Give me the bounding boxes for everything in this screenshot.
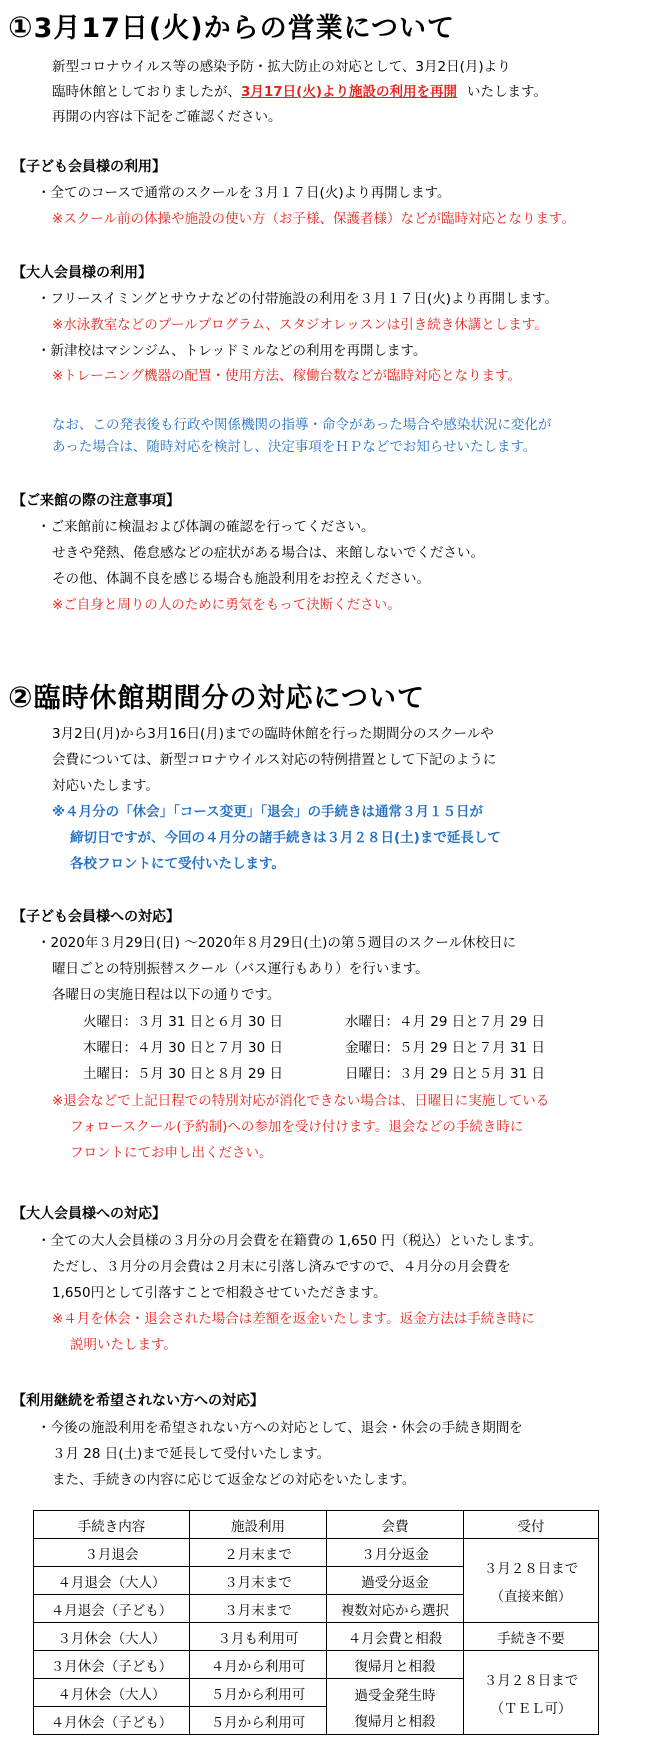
schedule-left-2: 木曜日：４月 30 日と７月 30 日	[83, 1040, 284, 1056]
s1-visit-note: ※ご自身と周りの人のために勇気をもって決断ください。	[52, 597, 401, 613]
s1-adult-blue-1: なお、この発表後も行政や関係機関の指導・命令があった場合や感染状況に変化が	[52, 417, 552, 433]
s2-adult-line-3: 1,650円として引落すことで相殺させていただきます。	[52, 1285, 387, 1301]
reception-cell: 手続き不要	[464, 1623, 599, 1651]
s2-intro-1: 3月2日(月)から3月16日(月)までの臨時休館を行った期間分のスクールや	[52, 726, 494, 742]
s1-intro-1: 新型コロナウイルス等の感染予防・拡大防止の対応として、3月2日(月)より	[52, 59, 511, 75]
table-cell: 復帰月と相殺	[327, 1651, 464, 1679]
s1-child-line-1: ・全てのコースで通常のスクールを３月１７日(火)より再開します。	[37, 185, 451, 201]
s2-intro-2: 会費については、新型コロナウイルス対応の特例措置として下記のように	[52, 752, 497, 768]
reception-cell	[464, 1651, 599, 1735]
table-header-row	[34, 1511, 599, 1539]
table-cell: ４月から利用可	[190, 1651, 327, 1679]
s1-intro-2	[52, 80, 547, 100]
reception-line: ３月２８日まで	[483, 1560, 579, 1577]
table-cell: ４月休会（大人）	[34, 1679, 190, 1707]
reception-line: ３月２８日まで	[483, 1672, 579, 1689]
table-cell: ３月退会	[34, 1539, 190, 1567]
s2-cont-line-1: ・今後の施設利用を希望されない方への対応として、退会・休会の手続き期間を	[37, 1420, 523, 1436]
schedule-right-2: 金曜日：５月 29 日と７月 31 日	[345, 1040, 546, 1056]
fee-line: 復帰月と相殺	[354, 1713, 436, 1730]
s2-intro-3: 対応いたします。	[52, 778, 159, 794]
s2-adult-line-2: ただし、３月分の月会費は２月末に引落し済みですので、４月分の月会費を	[52, 1259, 511, 1275]
table-cell: ３月休会（子ども）	[34, 1651, 190, 1679]
s2-child-line-2: 曜日ごとの特別振替スクール（バス運行もあり）を行います。	[52, 961, 429, 977]
schedule-right-1: 水曜日：４月 29 日と７月 29 日	[345, 1014, 546, 1030]
table-header-cell: 施設利用	[190, 1511, 327, 1539]
section2-title	[8, 676, 425, 715]
s1-visit-line-3: その他、体調不良を感じる場合も施設利用をお控えください。	[52, 571, 430, 587]
s2-child-line-1: ・2020年３月29日(日) ～2020年８月29日(土)の第５週目のスクール休校日に	[37, 935, 517, 951]
table-header-cell: 受付	[464, 1511, 599, 1539]
s1-visit-line-1: ・ご来館前に検温および体調の確認を行ってください。	[37, 519, 375, 535]
table-cell: ５月から利用可	[190, 1679, 327, 1707]
reception-line: （ＴＥＬ可）	[490, 1700, 572, 1717]
s1-intro-2a: 臨時休館としておりましたが、	[52, 84, 241, 100]
s1-visit-heading: 【ご来館の際の注意事項】	[12, 493, 180, 509]
s2-cont-line-2: ３月 28 日(土)まで延長して受付いたします。	[52, 1446, 331, 1462]
fee-line: 過受金発生時	[354, 1687, 436, 1704]
s1-adult-heading: 【大人会員様の利用】	[12, 265, 152, 281]
table-cell: ３月も利用可	[190, 1623, 327, 1651]
s1-intro-2c: いたします。	[467, 84, 547, 100]
s2-child-note-2: フォロースクール(予約制)への参加を受け付けます。退会などの手続き時に	[70, 1119, 524, 1135]
section1-title	[8, 6, 455, 45]
s1-adult-note-2: ※トレーニング機器の配置・使用方法、稼働台数などが臨時対応となります。	[52, 368, 521, 384]
s2-child-note-1: ※退会などで上記日程での特別対応が消化できない場合は、日曜日に実施している	[52, 1093, 550, 1109]
s1-adult-blue-2: あった場合は、随時対応を検討し、決定事項をＨＰなどでお知らせいたします。	[52, 439, 537, 455]
section1-number: ①	[8, 10, 34, 44]
s1-adult-line-1: ・フリースイミングとサウナなどの付帯施設の利用を３月１７日(火)より再開します。	[37, 291, 558, 307]
table-cell: ４月休会（子ども）	[34, 1707, 190, 1735]
reception-line: （直接来館）	[490, 1588, 572, 1605]
section2-number: ②	[8, 680, 34, 714]
table-cell: 複数対応から選択	[327, 1595, 464, 1623]
s2-child-heading: 【子ども会員様への対応】	[12, 909, 180, 925]
table-cell: ３月休会（大人）	[34, 1623, 190, 1651]
table-cell: ５月から利用可	[190, 1707, 327, 1735]
table-cell: ３月末まで	[190, 1595, 327, 1623]
s1-intro-3: 再開の内容は下記をご確認ください。	[52, 109, 282, 125]
table-cell: ４月退会（大人）	[34, 1567, 190, 1595]
section2-title-text: 臨時休館期間分の対応について	[33, 683, 426, 714]
schedule-right-3: 日曜日：３月 29 日と５月 31 日	[345, 1066, 546, 1082]
s1-adult-note-1: ※水泳教室などのプールプログラム、スタジオレッスンは引き続き休講とします。	[52, 317, 548, 333]
table-cell: ４月退会（子ども）	[34, 1595, 190, 1623]
table-header-cell: 手続き内容	[34, 1511, 190, 1539]
s1-visit-line-2: せきや発熱、倦怠感などの症状がある場合は、来館しないでください。	[52, 545, 484, 561]
reception-cell	[464, 1539, 599, 1623]
s2-cont-line-3: また、手続きの内容に応じて返金などの対応をいたします。	[52, 1472, 416, 1488]
schedule-left-3: 土曜日：５月 30 日と８月 29 日	[83, 1066, 284, 1082]
s2-adult-heading: 【大人会員様への対応】	[12, 1206, 166, 1222]
table-row	[34, 1539, 599, 1567]
s2-adult-note-1: ※４月を休会・退会された場合は差額を返金いたします。返金方法は手続き時に	[52, 1311, 535, 1327]
s1-child-heading: 【子ども会員様の利用】	[12, 159, 166, 175]
table-cell: ２月末まで	[190, 1539, 327, 1567]
s1-adult-line-2: ・新津校はマシンジム、トレッドミルなどの利用を再開します。	[37, 343, 427, 359]
table-cell: ４月会費と相殺	[327, 1623, 464, 1651]
table-cell: 過受分返金	[327, 1567, 464, 1595]
s2-blue-1: ※４月分の「休会」「コース変更」「退会」の手続きは通常３月１５日が	[52, 804, 483, 820]
s1-child-note: ※スクール前の体操や施設の使い方（お子様、保護者様）などが臨時対応となります。	[52, 211, 575, 227]
section1-title-text: 3月17日(火)からの営業について	[33, 13, 456, 44]
s2-child-note-3: フロントにてお申し出ください。	[70, 1145, 273, 1161]
table-header-cell: 会費	[327, 1511, 464, 1539]
s2-adult-note-2: 説明いたします。	[70, 1337, 177, 1353]
s2-adult-line-1: ・全ての大人会員様の３月分の月会費を在籍費の 1,650 円（税込）といたします。	[37, 1233, 543, 1249]
table-cell	[327, 1679, 464, 1735]
s1-reopen-highlight: 3月17日(火)より施設の利用を再開	[241, 84, 458, 100]
table-row	[34, 1623, 599, 1651]
s2-blue-3: 各校フロントにて受付いたします。	[70, 856, 285, 872]
procedure-table	[33, 1510, 599, 1735]
table-row	[34, 1651, 599, 1679]
s2-blue-2: 締切日ですが、今回の４月分の諸手続きは３月２８日(土)まで延長して	[70, 830, 501, 846]
s2-cont-heading: 【利用継続を希望されない方への対応】	[12, 1393, 264, 1409]
table-cell: ３月末まで	[190, 1567, 327, 1595]
schedule-left-1: 火曜日：３月 31 日と６月 30 日	[83, 1014, 284, 1030]
s2-child-line-3: 各曜日の実施日程は以下の通りです。	[52, 987, 281, 1003]
table-cell: ３月分返金	[327, 1539, 464, 1567]
